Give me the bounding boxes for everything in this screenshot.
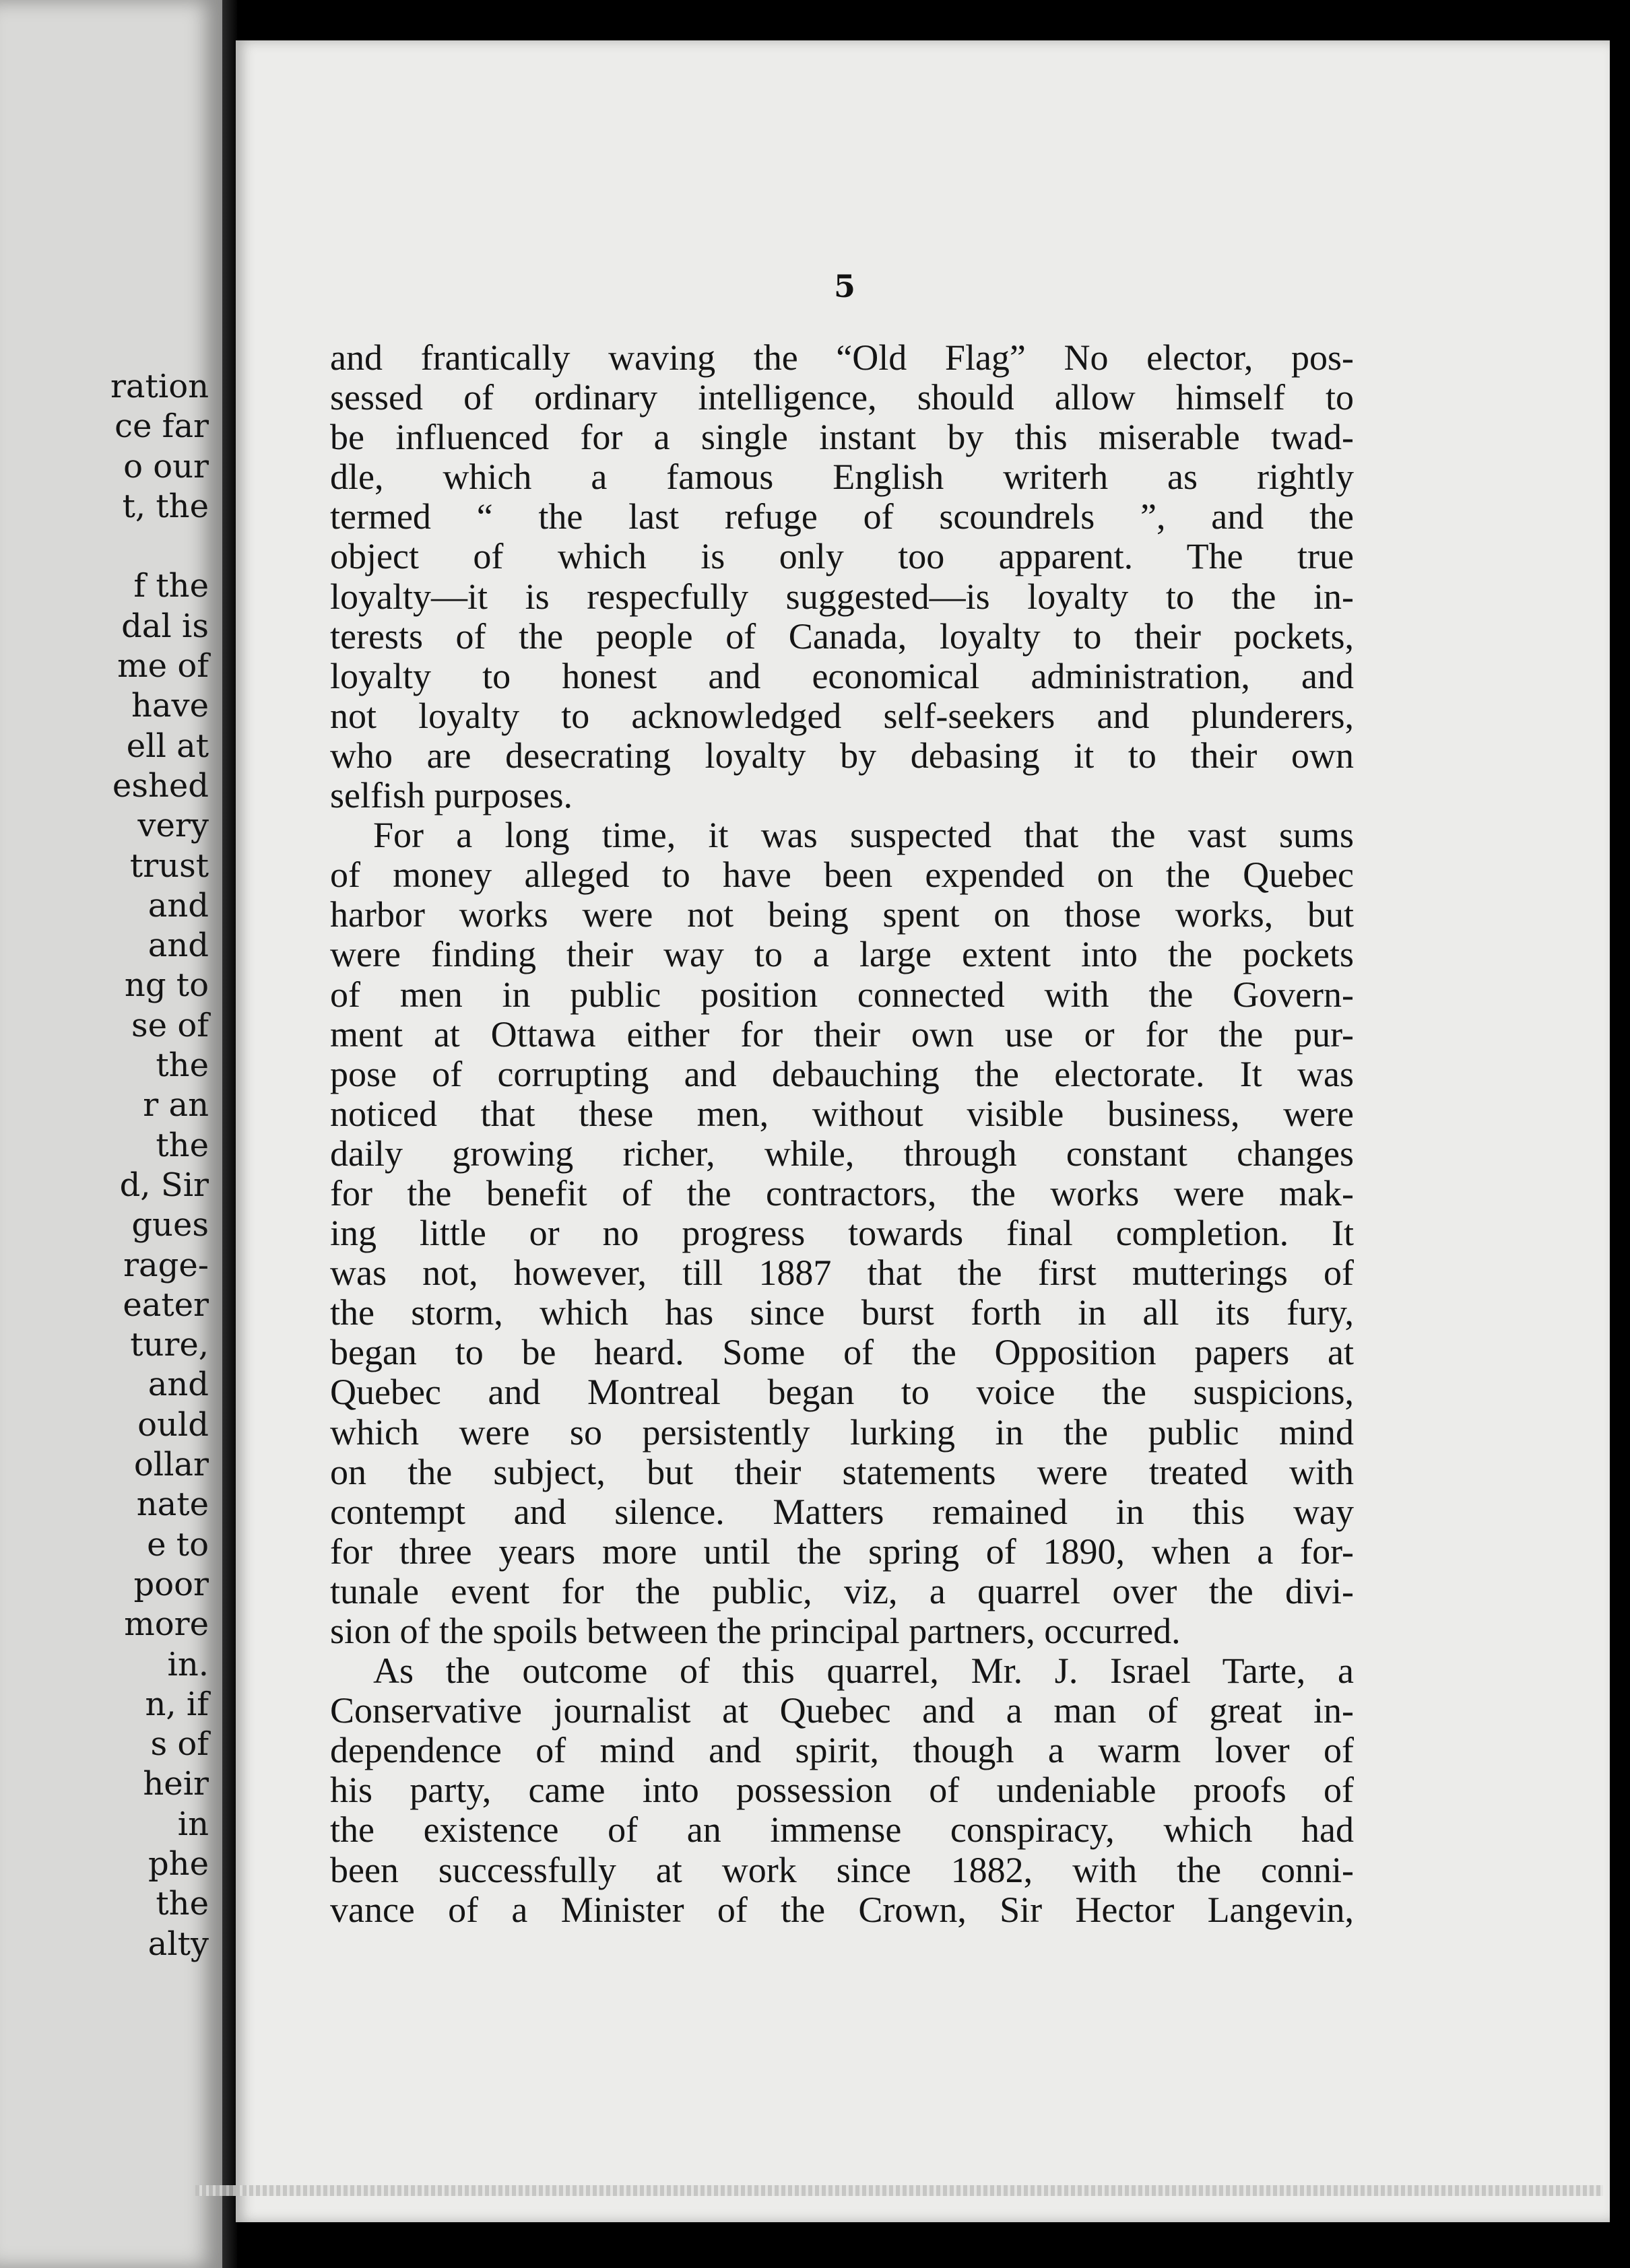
- previous-page-line: the: [156, 1126, 209, 1164]
- text-line: terests of the people of Canada, loyalty to their pockets,: [330, 615, 1354, 657]
- previous-page-line: ration: [110, 368, 209, 405]
- text-line: be influenced for a single instant by this miserable twad-: [330, 417, 1354, 458]
- text-line: who are desecrating loyalty by debasing it to their own: [330, 735, 1354, 776]
- text-line: sessed of ordinary intelligence, should allow himself to: [330, 377, 1354, 418]
- text-line: ing little or no progress towards final completion. It: [330, 1213, 1354, 1254]
- text-line: noticed that these men, without visible business, were: [330, 1093, 1354, 1134]
- previous-page-line: trust: [129, 846, 209, 885]
- text-line: which were so persistently lurking in the public mind: [330, 1411, 1354, 1453]
- previous-page-line: se of: [131, 1006, 209, 1044]
- text-line: began to be heard. Some of the Opposition papers at: [330, 1332, 1354, 1373]
- text-line: the existence of an immense conspiracy, which had: [330, 1809, 1354, 1850]
- previous-page-line: ce far: [115, 407, 209, 446]
- previous-page-line: t, the: [122, 487, 209, 525]
- text-line: and frantically waving the “Old Flag” No elector, pos-: [330, 337, 1354, 378]
- previous-page-line: very: [137, 807, 209, 845]
- previous-page-line: rage-: [123, 1246, 209, 1284]
- previous-page-line: gues: [131, 1206, 209, 1244]
- previous-page-line: more: [124, 1605, 209, 1644]
- text-line: object of which is only too apparent. The true: [330, 536, 1354, 577]
- previous-page-line: ell at: [126, 727, 209, 765]
- page-body-text: [330, 338, 1354, 1930]
- text-line: contempt and silence. Matters remained in this way: [330, 1491, 1354, 1532]
- previous-page-line: have: [131, 687, 209, 725]
- previous-page-line: the: [156, 1046, 209, 1085]
- text-line: loyalty to honest and economical administration, and: [330, 655, 1354, 696]
- previous-page: [0, 0, 222, 2268]
- previous-page-line: poor: [133, 1565, 209, 1603]
- text-line: termed “ the last refuge of scoundrels ”, and the: [330, 496, 1354, 537]
- text-line: on the subject, but their statements were treated with: [330, 1451, 1354, 1492]
- text-line: pose of corrupting and debauching the electorate. It was: [330, 1053, 1354, 1094]
- text-line: was not, however, till 1887 that the first mutterings of: [330, 1253, 1354, 1294]
- text-line: for three years more until the spring of 1890, when a for-: [330, 1531, 1354, 1572]
- text-line: been successfully at work since 1882, with the conni-: [330, 1849, 1354, 1890]
- previous-page-line: n, if: [145, 1685, 209, 1723]
- previous-page-line: and: [148, 927, 209, 965]
- previous-page-text: [0, 367, 209, 1964]
- previous-page-line: f the: [133, 567, 209, 605]
- previous-page-line: alty: [148, 1925, 209, 1963]
- previous-page-line: dal is: [121, 607, 209, 645]
- previous-page-line: and: [148, 1366, 209, 1404]
- text-line: the storm, which has since burst forth in all its fury,: [330, 1292, 1354, 1333]
- text-line: harbor works were not being spent on those works, but: [330, 894, 1354, 935]
- previous-page-line: eshed: [112, 766, 209, 805]
- page-number: 5: [834, 268, 856, 304]
- previous-page-line: eater: [123, 1286, 209, 1324]
- text-line: dle, which a famous English writerh as rightly: [330, 457, 1354, 498]
- text-line: Conservative journalist at Quebec and a man of great in-: [330, 1690, 1354, 1731]
- page-stack-edge: [195, 2185, 1603, 2196]
- text-line: dependence of mind and spirit, though a warm lover of: [330, 1730, 1354, 1771]
- previous-page-line: me of: [117, 647, 209, 686]
- text-line: of men in public position connected with the Govern-: [330, 974, 1354, 1015]
- text-line: were finding their way to a large extent into the pockets: [330, 934, 1354, 975]
- text-line: for the benefit of the contractors, the works were mak-: [330, 1172, 1354, 1213]
- text-line: sion of the spoils between the principal partners, occurred.: [330, 1611, 1181, 1651]
- previous-page-line: e to: [147, 1525, 209, 1564]
- text-line: of money alleged to have been expended on the Quebec: [330, 855, 1354, 896]
- paragraph-gap: [0, 527, 209, 566]
- previous-page-line: o our: [123, 447, 209, 486]
- previous-page-line: r an: [143, 1086, 209, 1125]
- previous-page-line: and: [148, 886, 209, 925]
- text-line: selfish purposes.: [330, 775, 573, 816]
- book-gutter: [222, 0, 237, 2268]
- text-line: tunale event for the public, viz, a quarrel over the divi-: [330, 1570, 1354, 1611]
- text-line: vance of a Minister of the Crown, Sir Hector Langevin,: [330, 1889, 1354, 1930]
- previous-page-line: heir: [143, 1765, 209, 1803]
- text-line: daily growing richer, while, through constant changes: [330, 1133, 1354, 1174]
- previous-page-line: ture,: [130, 1326, 209, 1364]
- previous-page-line: ollar: [133, 1446, 209, 1484]
- text-line: For a long time, it was suspected that the vast sums: [373, 815, 1354, 856]
- text-line: Quebec and Montreal began to voice the suspicions,: [330, 1372, 1354, 1413]
- previous-page-line: in: [177, 1805, 209, 1843]
- previous-page-line: in.: [167, 1645, 209, 1683]
- text-line: loyalty—it is respecfully suggested—is loyalty to the in-: [330, 576, 1354, 617]
- text-line: ment at Ottawa either for their own use or for the pur-: [330, 1013, 1354, 1055]
- previous-page-line: ng to: [124, 966, 209, 1005]
- previous-page-line: d, Sir: [119, 1166, 209, 1204]
- previous-page-line: nate: [136, 1486, 209, 1524]
- text-line: his party, came into possession of undeniable proofs of: [330, 1770, 1354, 1811]
- text-line: not loyalty to acknowledged self-seekers and plunderers,: [330, 695, 1354, 736]
- previous-page-line: ould: [137, 1405, 209, 1444]
- text-line: As the outcome of this quarrel, Mr. J. Israel Tarte, a: [373, 1650, 1354, 1692]
- previous-page-line: the: [156, 1885, 209, 1923]
- previous-page-line: phe: [148, 1844, 209, 1883]
- previous-page-line: s of: [150, 1725, 209, 1764]
